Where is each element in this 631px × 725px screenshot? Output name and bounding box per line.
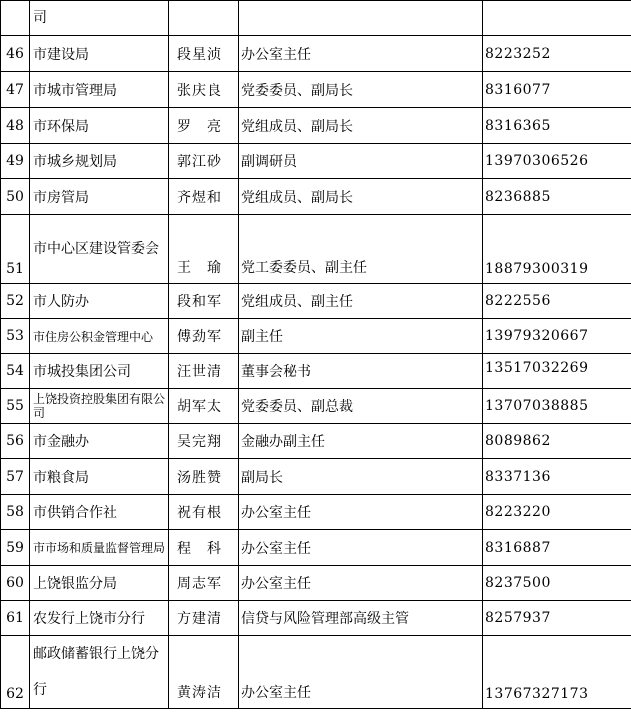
contact-title: 金融办副主任 bbox=[239, 424, 483, 459]
unit-name: 市中心区建设管委会 bbox=[30, 215, 169, 284]
contact-name: 张庆良 bbox=[169, 72, 239, 108]
table-row bbox=[1, 108, 631, 144]
row-number: 54 bbox=[1, 354, 30, 389]
contact-title: 党委委员、副局长 bbox=[239, 72, 483, 108]
row-number: 50 bbox=[1, 179, 30, 215]
unit-name: 上饶银监分局 bbox=[30, 566, 169, 601]
row-number: 52 bbox=[1, 284, 30, 319]
table-row bbox=[1, 354, 631, 389]
unit-name: 市粮食局 bbox=[30, 459, 169, 495]
contact-name: 方建清 bbox=[169, 601, 239, 636]
contact-phone: 13970306526 bbox=[483, 144, 631, 179]
table-row bbox=[1, 36, 631, 72]
contact-title: 信贷与风险管理部高级主管 bbox=[239, 601, 483, 636]
contact-title: 党委委员、副总裁 bbox=[239, 389, 483, 424]
contact-name: 吴完翔 bbox=[169, 424, 239, 459]
contact-phone: 13979320667 bbox=[483, 319, 631, 354]
contact-title: 办公室主任 bbox=[239, 530, 483, 566]
table-row bbox=[1, 72, 631, 108]
contact-phone: 8316077 bbox=[483, 72, 631, 108]
unit-name: 市供销合作社 bbox=[30, 495, 169, 530]
unit-name: 市房管局 bbox=[30, 179, 169, 215]
contact-name: 段星浈 bbox=[169, 36, 239, 72]
contact-title: 副主任 bbox=[239, 319, 483, 354]
contact-phone: 13707038885 bbox=[483, 389, 631, 424]
contact-name: 汤胜赞 bbox=[169, 459, 239, 495]
row-number: 56 bbox=[1, 424, 30, 459]
contact-phone: 8223220 bbox=[483, 495, 631, 530]
row-number: 57 bbox=[1, 459, 30, 495]
unit-name: 邮政储蓄银行上饶分行 bbox=[30, 636, 169, 709]
row-number: 53 bbox=[1, 319, 30, 354]
table-row bbox=[1, 566, 631, 601]
contact-title: 党组成员、副局长 bbox=[239, 108, 483, 144]
contact-name: 黄涛洁 bbox=[169, 636, 239, 709]
contact-title: 副局长 bbox=[239, 459, 483, 495]
row-number: 49 bbox=[1, 144, 30, 179]
contact-phone: 13767327173 bbox=[483, 636, 631, 709]
unit-name: 司 bbox=[30, 1, 169, 36]
unit-name: 市建设局 bbox=[30, 36, 169, 72]
unit-name: 市城乡规划局 bbox=[30, 144, 169, 179]
row-number: 51 bbox=[1, 215, 30, 284]
row-number: 55 bbox=[1, 389, 30, 424]
unit-name: 上饶投资控股集团有限公司 bbox=[30, 389, 169, 424]
contact-title: 办公室主任 bbox=[239, 495, 483, 530]
contact-phone bbox=[483, 1, 631, 36]
contact-name: 程 科 bbox=[169, 530, 239, 566]
row-number bbox=[1, 1, 30, 36]
table-row bbox=[1, 215, 631, 284]
contact-name: 汪世清 bbox=[169, 354, 239, 389]
contact-phone: 8237500 bbox=[483, 566, 631, 601]
table-row bbox=[1, 144, 631, 179]
table-row bbox=[1, 424, 631, 459]
contact-name: 王 瑜 bbox=[169, 215, 239, 284]
contact-name: 郭江砂 bbox=[169, 144, 239, 179]
unit-name: 市人防办 bbox=[30, 284, 169, 319]
row-number: 62 bbox=[1, 636, 30, 709]
table-row bbox=[1, 284, 631, 319]
contact-phone: 8337136 bbox=[483, 459, 631, 495]
table-row bbox=[1, 389, 631, 424]
contact-phone: 8236885 bbox=[483, 179, 631, 215]
contact-name bbox=[169, 1, 239, 36]
contact-name: 段和军 bbox=[169, 284, 239, 319]
contact-title: 办公室主任 bbox=[239, 636, 483, 709]
table-row bbox=[1, 636, 631, 709]
contact-phone: 8316365 bbox=[483, 108, 631, 144]
contact-phone: 8222556 bbox=[483, 284, 631, 319]
contact-phone: 8223252 bbox=[483, 36, 631, 72]
table-row bbox=[1, 459, 631, 495]
row-number: 46 bbox=[1, 36, 30, 72]
contact-name: 胡军太 bbox=[169, 389, 239, 424]
contact-title: 党组成员、副局长 bbox=[239, 179, 483, 215]
contact-name: 周志军 bbox=[169, 566, 239, 601]
contact-phone: 8257937 bbox=[483, 601, 631, 636]
contact-title: 副调研员 bbox=[239, 144, 483, 179]
contact-phone: 8316887 bbox=[483, 530, 631, 566]
table-row bbox=[1, 179, 631, 215]
contact-title: 董事会秘书 bbox=[239, 354, 483, 389]
contact-phone: 13517032269 bbox=[483, 354, 631, 389]
row-number: 59 bbox=[1, 530, 30, 566]
table-row bbox=[1, 319, 631, 354]
contact-title bbox=[239, 1, 483, 36]
unit-name: 农发行上饶市分行 bbox=[30, 601, 169, 636]
unit-name: 市金融办 bbox=[30, 424, 169, 459]
contact-title: 办公室主任 bbox=[239, 36, 483, 72]
row-number: 47 bbox=[1, 72, 30, 108]
table-row bbox=[1, 530, 631, 566]
contact-title: 办公室主任 bbox=[239, 566, 483, 601]
contact-title: 党工委委员、副主任 bbox=[239, 215, 483, 284]
contact-name: 齐煜和 bbox=[169, 179, 239, 215]
contact-name: 祝有根 bbox=[169, 495, 239, 530]
unit-name: 市城市管理局 bbox=[30, 72, 169, 108]
contact-table-body bbox=[1, 1, 631, 709]
table-row bbox=[1, 495, 631, 530]
unit-name: 市住房公积金管理中心 bbox=[30, 319, 169, 354]
unit-name: 市城投集团公司 bbox=[30, 354, 169, 389]
contact-phone: 8089862 bbox=[483, 424, 631, 459]
row-number: 58 bbox=[1, 495, 30, 530]
row-number: 48 bbox=[1, 108, 30, 144]
row-number: 60 bbox=[1, 566, 30, 601]
contact-title: 党组成员、副主任 bbox=[239, 284, 483, 319]
table-row bbox=[1, 1, 631, 36]
unit-name: 市环保局 bbox=[30, 108, 169, 144]
row-number: 61 bbox=[1, 601, 30, 636]
contact-name: 傅劲军 bbox=[169, 319, 239, 354]
contact-name: 罗 亮 bbox=[169, 108, 239, 144]
table-row bbox=[1, 601, 631, 636]
contact-phone: 18879300319 bbox=[483, 215, 631, 284]
unit-name: 市市场和质量监督管理局 bbox=[30, 530, 169, 566]
